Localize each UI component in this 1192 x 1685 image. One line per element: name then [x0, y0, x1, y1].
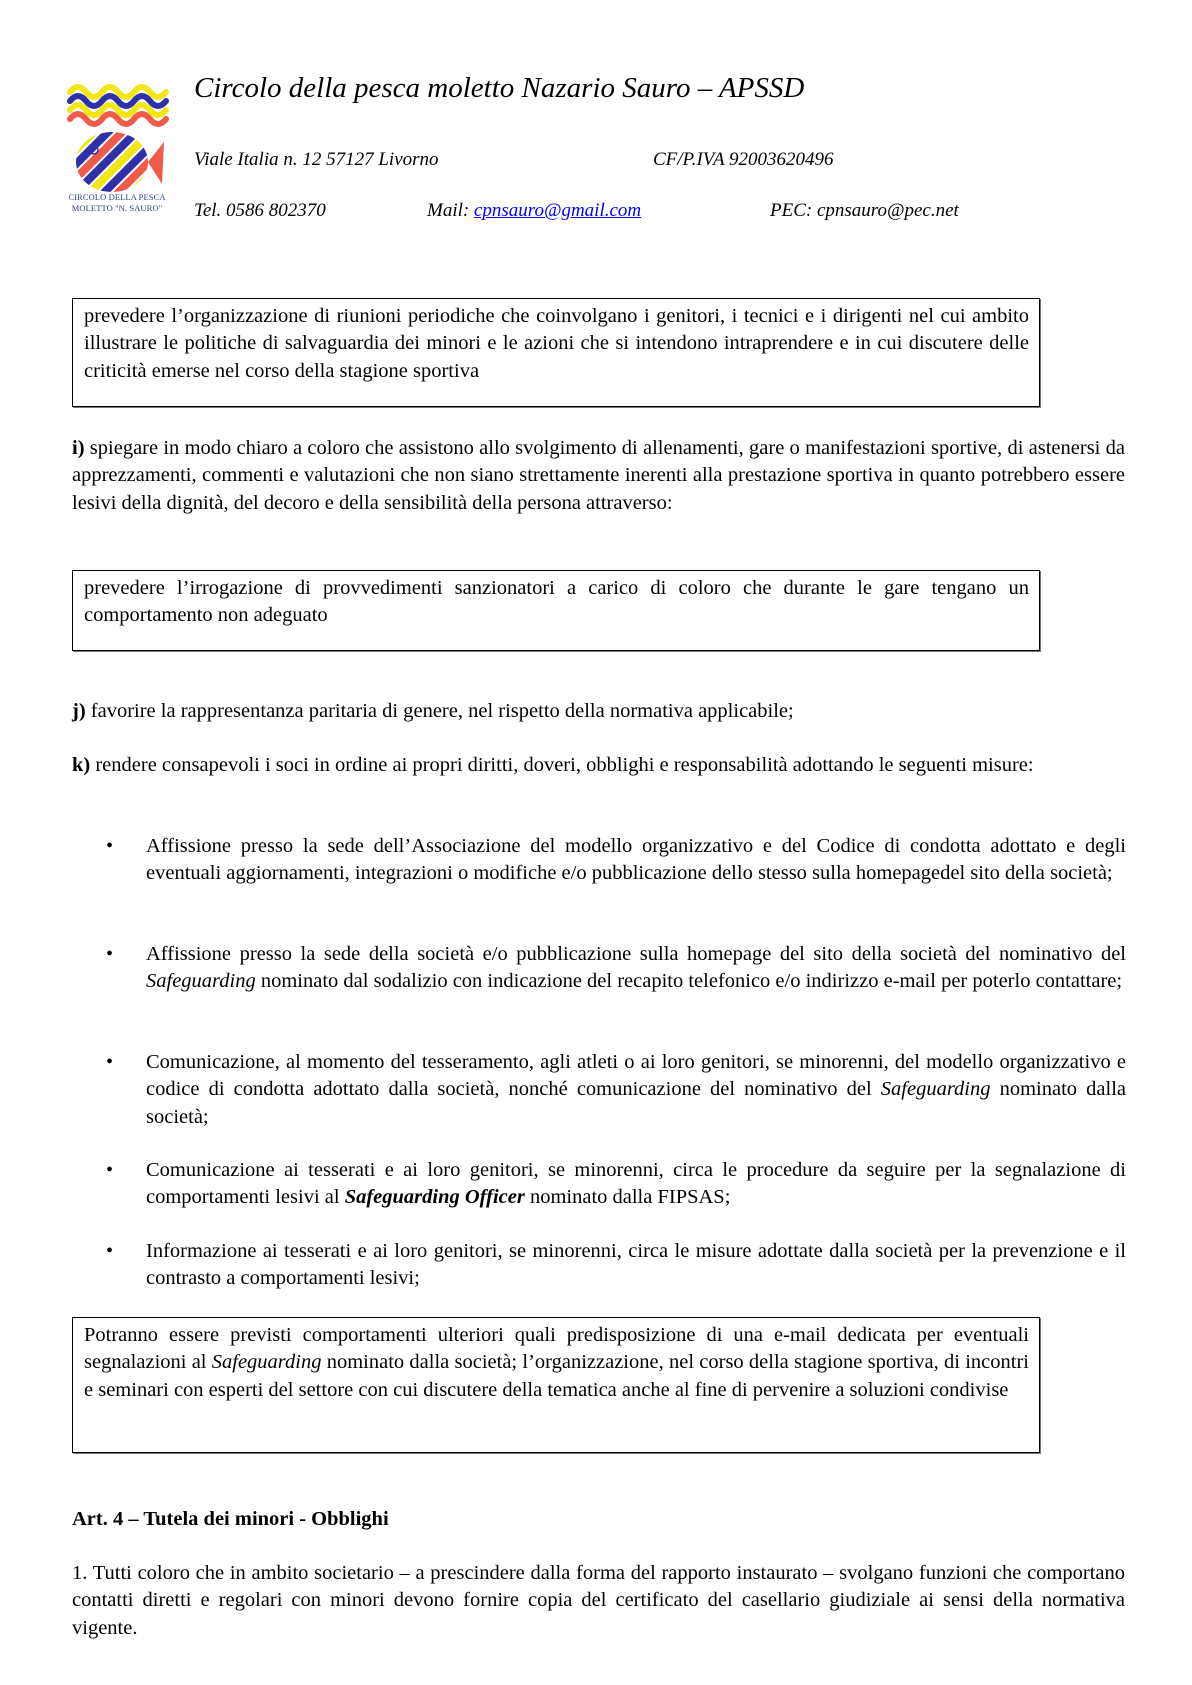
safeguarding-term: Safeguarding — [211, 1351, 322, 1374]
list-item-text-part: nominato dal sodalizio con indicazione del recapito telefonico e/o indirizzo e-mail per poterlo contattare; — [255, 970, 1123, 993]
paragraph-j-text: favorire la rappresentanza paritaria di genere, nel rispetto della normativa applicabile; — [85, 700, 794, 722]
paragraph-i — [72, 435, 1125, 517]
list-item-text: Affissione presso la sede dell’Associazione del modello organizzativo e del Codice di condotta adottato e degli eventuali aggiornamenti, integrazioni o modifiche e/o pubblicazione dello stesso sulla homepagedel sito della società; — [146, 835, 1126, 885]
logo-caption-line1: CIRCOLO DELLA PESCA — [68, 192, 166, 202]
note-box-sanctions-text: prevedere l’irrogazione di provvedimenti sanzionatori a carico di coloro che durante le gare tengano un comportamento non adeguato — [84, 577, 1029, 627]
telephone: Tel. 0586 802370 — [194, 200, 326, 221]
list-item-text — [146, 1157, 1126, 1212]
logo-caption — [58, 192, 176, 214]
note-box-further-measures — [72, 1317, 1040, 1453]
letterhead-title: Circolo della pesca moletto Nazario Sauro – APSSD — [194, 72, 805, 104]
list-item — [106, 833, 1126, 888]
bullet-icon: • — [106, 1240, 114, 1262]
article-paragraph-1: 1. Tutti coloro che in ambito societario – a prescindere dalla forma del rapporto instaurato – svolgano funzioni che comportano contatti diretti e regolari con minori devono fornire copia del certificato del casellario giudiziale ai sensi della normativa vigente. — [72, 1562, 1125, 1639]
list-item — [106, 1238, 1126, 1293]
note-box-sanctions — [72, 570, 1040, 651]
list-item-text-part: Affissione presso la sede della società e/o pubblicazione sulla homepage del sito della società del nominativo del — [146, 943, 1126, 965]
note-text-part: Potranno essere previsti comportamenti ulteriori quali predisposizione di una e-mail dedicata per eventuali segnalazioni al — [84, 1324, 1029, 1374]
note-box-meetings — [72, 298, 1040, 407]
safeguarding-term: Safeguarding — [880, 1078, 991, 1101]
bullet-icon: • — [106, 835, 114, 857]
paragraph-k — [72, 752, 1125, 779]
pec-address: PEC: cpnsauro@pec.net — [770, 200, 959, 221]
bullet-icon: • — [106, 943, 114, 965]
list-item-text-part: Comunicazione, al momento del tesseramento, agli atleti o ai loro genitori, se minorenni, del modello organizzativo e codice di condotta adottato dalla società, nonché comunicazione del nominativo del — [146, 1051, 1126, 1101]
list-item-text-part: Comunicazione ai tesserati e ai loro genitori, se minorenni, circa le procedure da seguire per la segnalazione di comportamenti lesivi al — [146, 1159, 1126, 1209]
list-item — [106, 1157, 1126, 1212]
mail-link[interactable]: cpnsauro@gmail.com — [473, 200, 642, 221]
note-text-part: nominato dalla società; l’organizzazione, nel corso della stagione sportiva, di incontri e seminari con esperti del settore con cui discutere della tematica anche al fine di pervenire a soluzioni condivise — [84, 1351, 1029, 1401]
list-item-text — [146, 1049, 1126, 1131]
paragraph-i-label: i) — [72, 437, 85, 459]
note-box-meetings-text: prevedere l’organizzazione di riunioni periodiche che coinvolgano i genitori, i tecnici e i dirigenti nel cui ambito illustrare le politiche di salvaguardia dei minori e le azioni che si intendono intraprendere e in cui discutere delle criticità emerse nel corso della stagione sportiva — [84, 305, 1029, 382]
list-item — [106, 1049, 1126, 1131]
paragraph-j-label: j) — [72, 700, 86, 722]
safeguarding-officer-term: Safeguarding Officer — [344, 1186, 525, 1209]
vat-number: CF/P.IVA 92003620496 — [653, 149, 834, 170]
note-box-further-measures-text — [84, 1322, 1029, 1404]
article-heading: Art. 4 – Tutela dei minori - Obblighi — [72, 1508, 389, 1530]
logo-caption-line2: MOLETTO "N. SAURO" — [71, 203, 163, 213]
list-item-text-part: nominato dalla FIPSAS; — [524, 1186, 731, 1209]
paragraph-k-text: rendere consapevoli i soci in ordine ai propri diritti, doveri, obblighi e responsabilità adottando le seguenti misure: — [90, 754, 1034, 776]
bullet-icon: • — [106, 1159, 114, 1181]
list-item-text — [146, 941, 1126, 996]
list-item-text-part: nominato dalla società; — [146, 1078, 1126, 1128]
paragraph-j — [72, 698, 1125, 725]
list-item — [106, 941, 1126, 996]
list-item-text: Informazione ai tesserati e ai loro genitori, se minorenni, circa le misure adottate dalla società per la prevenzione e il contrasto a comportamenti lesivi; — [146, 1240, 1126, 1290]
waves-icon — [70, 87, 166, 124]
mail-label: Mail: — [427, 200, 474, 221]
paragraph-k-label: k) — [72, 754, 91, 776]
safeguarding-term: Safeguarding — [146, 970, 256, 993]
bullet-icon: • — [106, 1051, 114, 1073]
address: Viale Italia n. 12 57127 Livorno — [194, 149, 439, 170]
paragraph-i-text: spiegare in modo chiaro a coloro che assistono allo svolgimento di allenamenti, gare o manifestazioni sportive, di astenersi da apprezzamenti, commenti e valutazioni che non siano strettamente inerenti alla prestazione sportiva in quanto potrebbero essere lesivi della dignità, del decoro e della sensibilità della persona attraverso: — [72, 437, 1125, 514]
mail-line — [427, 200, 641, 222]
